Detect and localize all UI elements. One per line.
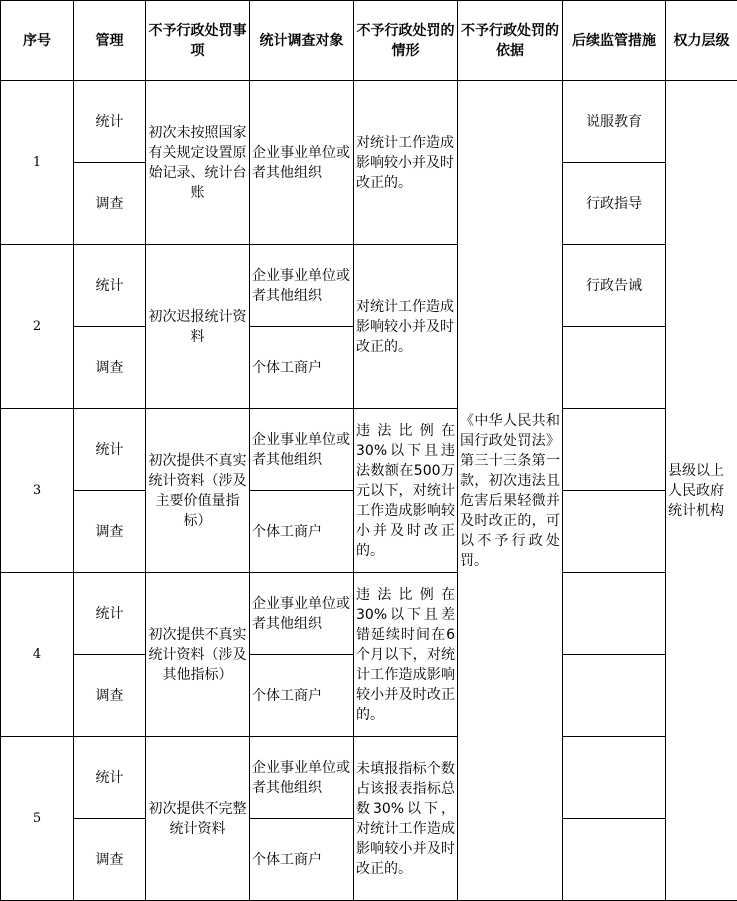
table-row xyxy=(1,573,737,655)
mgmt-survey-cell: 调查 xyxy=(74,327,146,409)
measure-cell: 行政指导 xyxy=(563,163,666,245)
mgmt-stat-cell: 统计 xyxy=(74,245,146,327)
target-cell: 企业事业单位或者其他组织 xyxy=(250,81,354,245)
header-situation: 不予行政处罚的情形 xyxy=(354,1,458,81)
target-cell: 企业事业单位或者其他组织 xyxy=(250,409,354,491)
table-row xyxy=(1,737,737,819)
matter-cell: 初次未按照国家有关规定设置原始记录、统计台账 xyxy=(146,81,250,245)
level-cell: 县级以上人民政府统计机构 xyxy=(666,81,737,901)
target-cell: 企业事业单位或者其他组织 xyxy=(250,737,354,819)
measure-cell: 行政告诫 xyxy=(563,245,666,327)
situation-cell: 对统计工作造成影响较小并及时改正的。 xyxy=(354,81,458,245)
measure-cell xyxy=(563,409,666,491)
target-cell: 企业事业单位或者其他组织 xyxy=(250,245,354,327)
measure-cell xyxy=(563,819,666,901)
situation-cell: 对统计工作造成影响较小并及时改正的。 xyxy=(354,245,458,409)
header-target: 统计调查对象 xyxy=(250,1,354,81)
target-cell: 个体工商户 xyxy=(250,491,354,573)
mgmt-stat-cell: 统计 xyxy=(74,737,146,819)
target-cell: 个体工商户 xyxy=(250,327,354,409)
situation-cell: 未填报指标个数占该报表指标总数30%以下，对统计工作造成影响较小并及时改正的。 xyxy=(354,737,458,901)
measure-cell xyxy=(563,491,666,573)
mgmt-survey-cell: 调查 xyxy=(74,491,146,573)
seq-cell: 3 xyxy=(1,409,74,573)
measure-cell xyxy=(563,655,666,737)
header-basis: 不予行政处罚的依据 xyxy=(458,1,563,81)
header-matter: 不予行政处罚事项 xyxy=(146,1,250,81)
matter-cell: 初次提供不完整统计资料 xyxy=(146,737,250,901)
matter-cell: 初次提供不真实统计资料（涉及主要价值量指标） xyxy=(146,409,250,573)
mgmt-survey-cell: 调查 xyxy=(74,163,146,245)
mgmt-stat-cell: 统计 xyxy=(74,81,146,163)
matter-cell: 初次迟报统计资料 xyxy=(146,245,250,409)
situation-cell: 违法比例在30%以下且违法数额在500万元以下，对统计工作造成影响较小并及时改正的。 xyxy=(354,409,458,573)
matter-cell: 初次提供不真实统计资料（涉及其他指标） xyxy=(146,573,250,737)
measure-cell xyxy=(563,327,666,409)
target-cell: 企业事业单位或者其他组织 xyxy=(250,573,354,655)
mgmt-survey-cell: 调查 xyxy=(74,819,146,901)
table-row xyxy=(1,409,737,491)
seq-cell: 5 xyxy=(1,737,74,901)
header-level: 权力层级 xyxy=(666,1,737,81)
header-measures: 后续监管措施 xyxy=(563,1,666,81)
mgmt-stat-cell: 统计 xyxy=(74,573,146,655)
table-row xyxy=(1,81,737,163)
situation-cell: 违法比例在30%以下且差错延续时间在6个月以下，对统计工作造成影响较小并及时改正的。 xyxy=(354,573,458,737)
measure-cell xyxy=(563,573,666,655)
header-mgmt: 管理 xyxy=(74,1,146,81)
table-row xyxy=(1,245,737,327)
target-cell: 个体工商户 xyxy=(250,655,354,737)
measure-cell xyxy=(563,737,666,819)
header-seq: 序号 xyxy=(1,1,74,81)
target-cell: 个体工商户 xyxy=(250,819,354,901)
seq-cell: 4 xyxy=(1,573,74,737)
seq-cell: 1 xyxy=(1,81,74,245)
basis-cell: 《中华人民共和国行政处罚法》第三十三条第一款，初次违法且危害后果轻微并及时改正的，可以不予行政处罚。 xyxy=(458,81,563,901)
mgmt-stat-cell: 统计 xyxy=(74,409,146,491)
mgmt-survey-cell: 调查 xyxy=(74,655,146,737)
seq-cell: 2 xyxy=(1,245,74,409)
header-row xyxy=(1,1,737,81)
measure-cell: 说服教育 xyxy=(563,81,666,163)
